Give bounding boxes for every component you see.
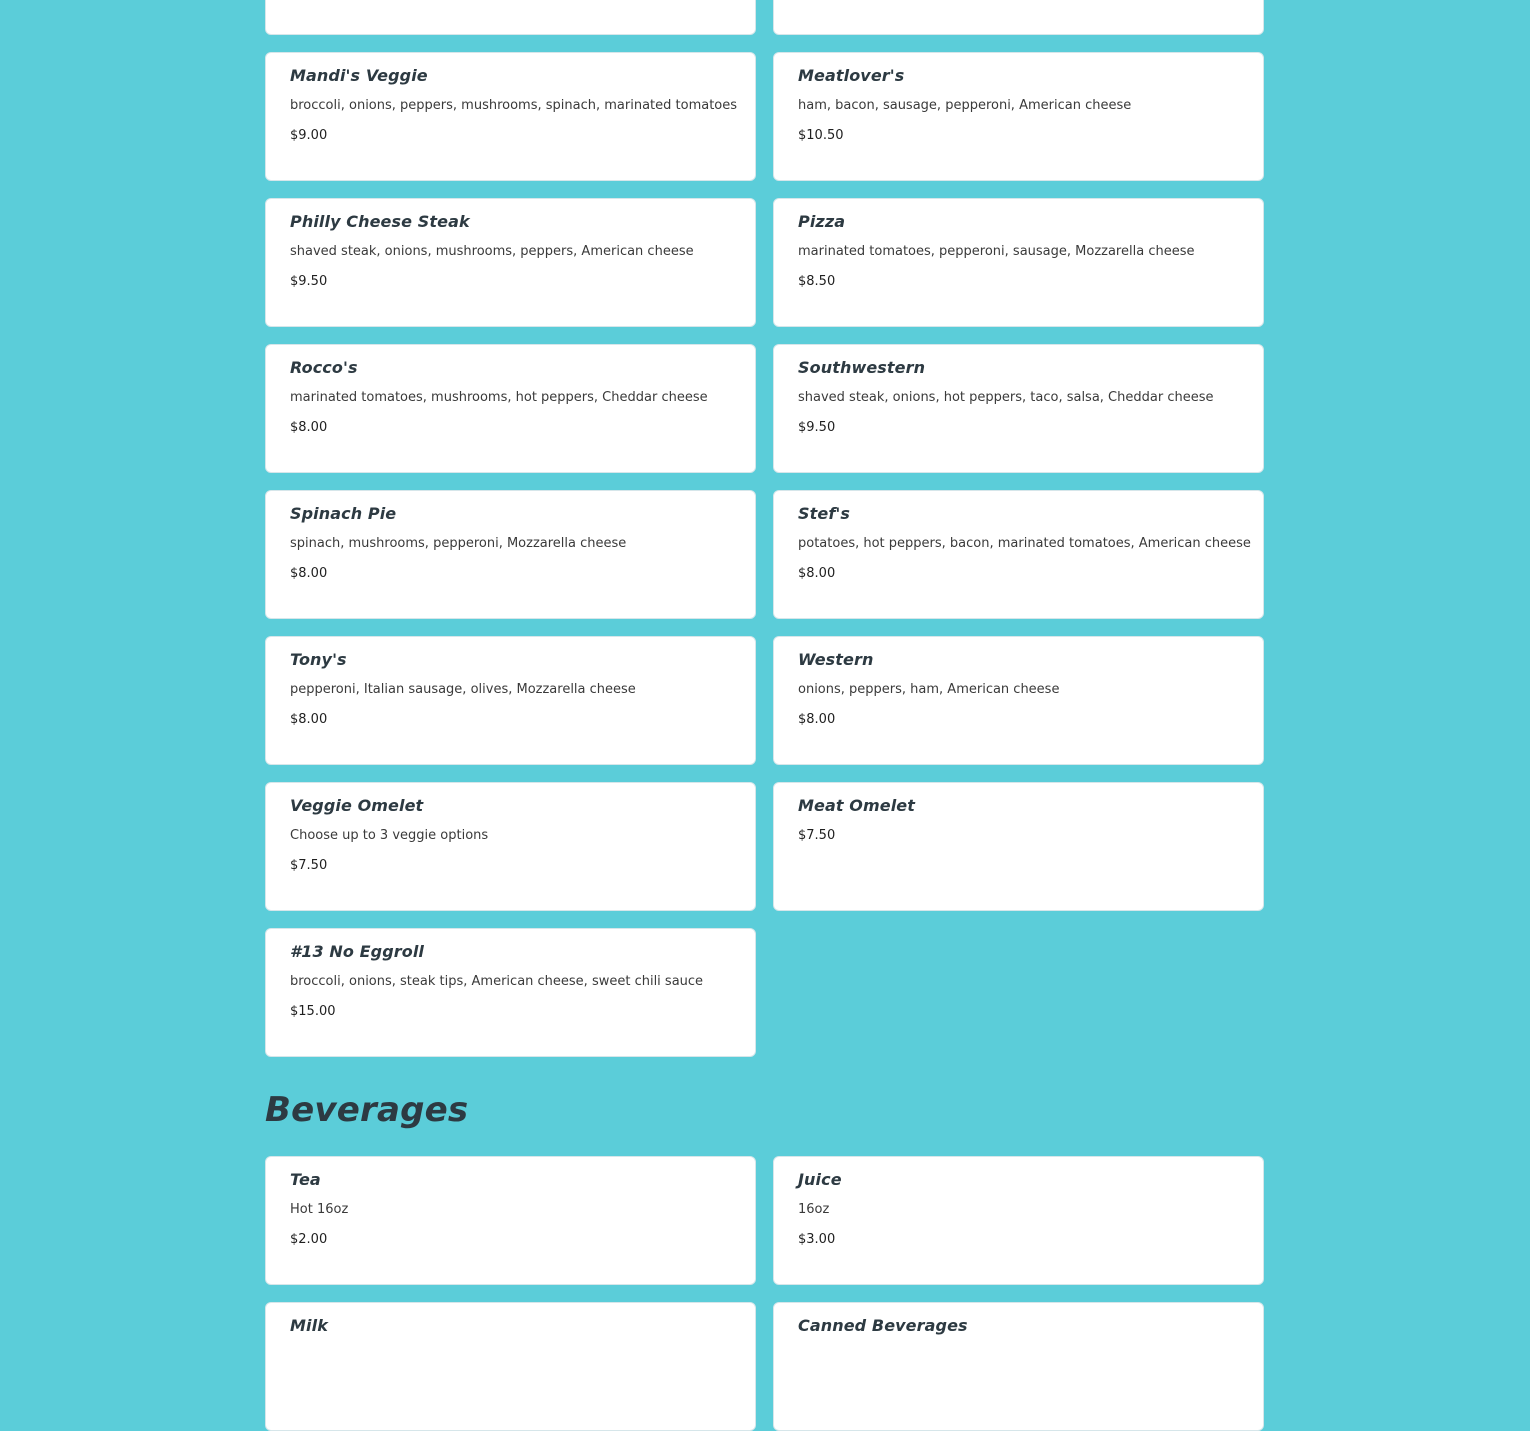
item-price: $8.00 xyxy=(290,420,328,435)
item-price: $2.00 xyxy=(290,1232,328,1247)
item-name: Tea xyxy=(290,1170,321,1189)
item-description: broccoli, onions, steak tips, American cheese, sweet chili sauce xyxy=(290,974,704,989)
item-description: spinach, mushrooms, pepperoni, Mozzarella cheese xyxy=(290,536,627,551)
beverage-card xyxy=(773,1156,1264,1285)
beverage-card xyxy=(265,1156,756,1285)
item-price: $8.00 xyxy=(798,712,836,727)
item-price: $3.00 xyxy=(798,1232,836,1247)
menu-card-partial-top-right xyxy=(773,0,1264,35)
item-name: Philly Cheese Steak xyxy=(290,212,470,231)
beverage-card xyxy=(773,1302,1264,1431)
item-price: $15.00 xyxy=(290,1004,336,1019)
item-description: potatoes, hot peppers, bacon, marinated tomatoes, American cheese xyxy=(798,536,1251,551)
item-name: Veggie Omelet xyxy=(290,796,424,815)
item-price: $9.50 xyxy=(290,274,328,289)
section-title-beverages: Beverages xyxy=(265,1090,469,1130)
item-name: Western xyxy=(798,650,874,669)
menu-card xyxy=(773,782,1264,911)
item-name: Meat Omelet xyxy=(798,796,915,815)
item-price: $7.50 xyxy=(290,858,328,873)
menu-card xyxy=(265,198,756,327)
item-name: Spinach Pie xyxy=(290,504,397,523)
item-description: 16oz xyxy=(798,1202,830,1217)
item-price: $8.00 xyxy=(798,566,836,581)
item-price: $8.50 xyxy=(798,274,836,289)
item-price: $8.00 xyxy=(290,712,328,727)
item-price: $7.50 xyxy=(798,828,836,843)
item-description: ham, bacon, sausage, pepperoni, American cheese xyxy=(798,98,1132,113)
item-name: Stef's xyxy=(798,504,851,523)
item-price: $8.00 xyxy=(290,566,328,581)
menu-card xyxy=(773,52,1264,181)
item-description: broccoli, onions, peppers, mushrooms, spinach, marinated tomatoes xyxy=(290,98,738,113)
item-description: marinated tomatoes, pepperoni, sausage, Mozzarella cheese xyxy=(798,244,1195,259)
item-name: #13 No Eggroll xyxy=(290,942,425,961)
menu-card xyxy=(265,490,756,619)
menu-card xyxy=(773,490,1264,619)
item-description: Choose up to 3 veggie options xyxy=(290,828,489,843)
item-name: Meatlover's xyxy=(798,66,905,85)
menu-card xyxy=(265,344,756,473)
menu-card xyxy=(265,636,756,765)
item-price: $10.50 xyxy=(798,128,844,143)
item-name: Southwestern xyxy=(798,358,926,377)
menu-card xyxy=(773,344,1264,473)
item-description: Hot 16oz xyxy=(290,1202,349,1217)
item-name: Mandi's Veggie xyxy=(290,66,428,85)
item-name: Canned Beverages xyxy=(798,1316,968,1335)
item-description: shaved steak, onions, hot peppers, taco, salsa, Cheddar cheese xyxy=(798,390,1214,405)
menu-card xyxy=(773,198,1264,327)
menu-card xyxy=(265,928,756,1057)
item-description: pepperoni, Italian sausage, olives, Mozzarella cheese xyxy=(290,682,636,697)
beverage-card xyxy=(265,1302,756,1431)
item-name: Juice xyxy=(798,1170,842,1189)
item-name: Tony's xyxy=(290,650,347,669)
item-name: Rocco's xyxy=(290,358,358,377)
item-description: shaved steak, onions, mushrooms, peppers, American cheese xyxy=(290,244,694,259)
menu-card xyxy=(265,52,756,181)
item-price: $9.00 xyxy=(290,128,328,143)
item-description: marinated tomatoes, mushrooms, hot peppers, Cheddar cheese xyxy=(290,390,708,405)
item-description: onions, peppers, ham, American cheese xyxy=(798,682,1060,697)
menu-card xyxy=(265,782,756,911)
item-name: Pizza xyxy=(798,212,846,231)
menu-card-partial-top-left xyxy=(265,0,756,35)
item-price: $9.50 xyxy=(798,420,836,435)
menu-card xyxy=(773,636,1264,765)
item-name: Milk xyxy=(290,1316,328,1335)
